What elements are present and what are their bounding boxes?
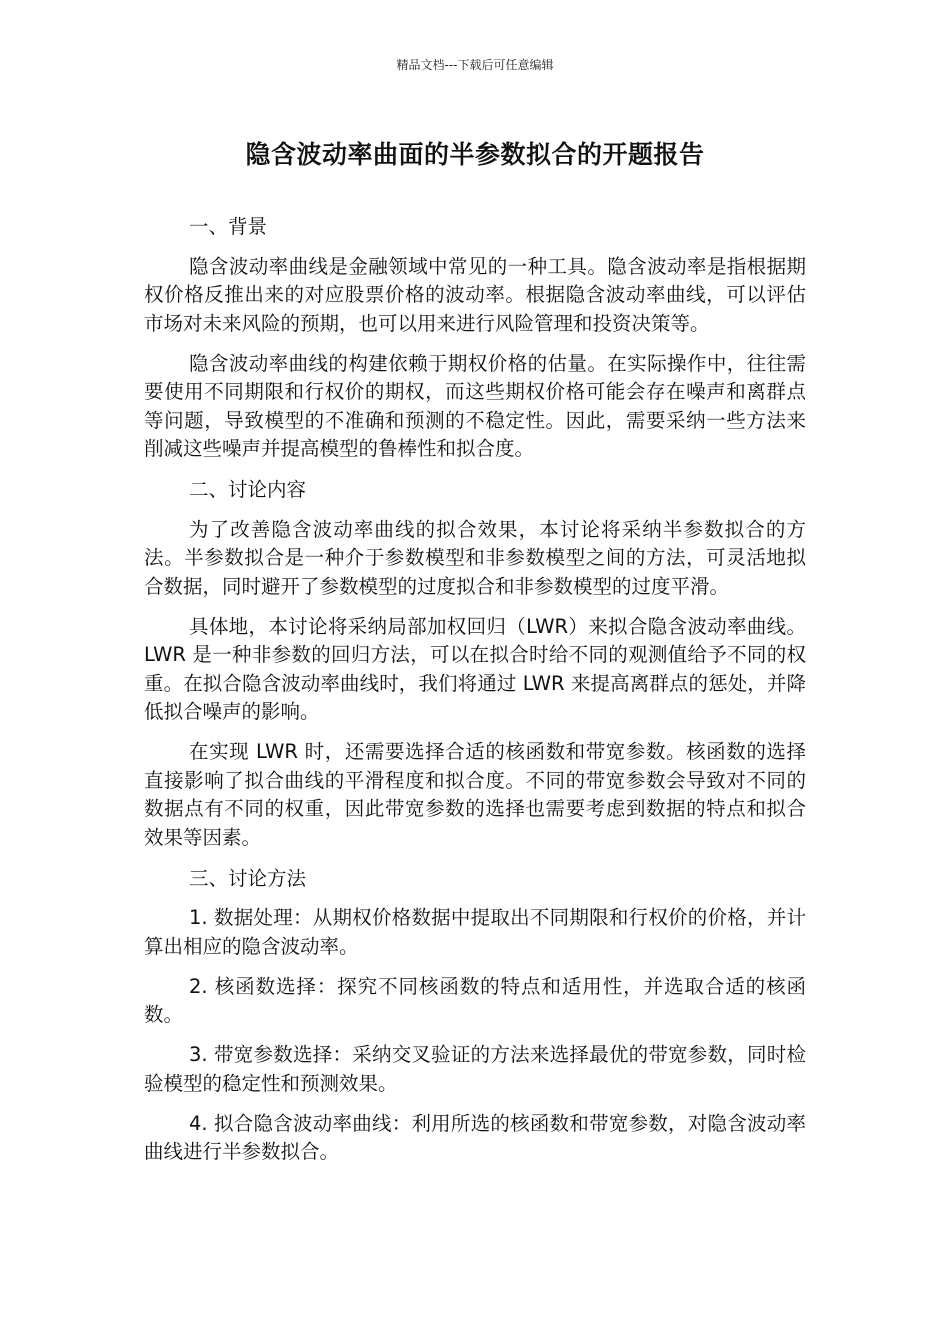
- section-heading-discussion-content: 二、讨论内容: [189, 478, 307, 501]
- list-item: 1. 数据处理：从期权价格数据中提取出不同期限和行权价的价格，并计算出相应的隐含波动率。: [144, 906, 806, 958]
- section-discussion-content: [144, 475, 806, 852]
- paragraph: 在实现 LWR 时，还需要选择合适的核函数和带宽参数。核函数的选择直接影响了拟合曲线的平滑程度和拟合度。不同的带宽参数会导致对不同的数据点有不同的权重，因此带宽参数的选择也需要考虑到数据的特点和拟合效果等因素。: [144, 740, 806, 849]
- page-header: 精品文档---下载后可任意编辑: [396, 58, 554, 72]
- section-discussion-method: [144, 864, 806, 1167]
- paragraph: 为了改善隐含波动率曲线的拟合效果，本讨论将采纳半参数拟合的方法。半参数拟合是一种介于参数模型和非参数模型之间的方法，可灵活地拟合数据，同时避开了参数模型的过度拟合和非参数模型的过度平滑。: [144, 517, 806, 598]
- list-item: 4. 拟合隐含波动率曲线：利用所选的核函数和带宽参数，对隐含波动率曲线进行半参数拟合。: [144, 1111, 806, 1163]
- document-body: [144, 212, 806, 1178]
- section-heading-background: 一、背景: [189, 215, 268, 238]
- paragraph: 具体地，本讨论将采纳局部加权回归（LWR）来拟合隐含波动率曲线。LWR 是一种非参数的回归方法，可以在拟合时给不同的观测值给予不同的权重。在拟合隐含波动率曲线时，我们将通过 LWR 来提高离群点的惩处，并降低拟合噪声的影响。: [144, 614, 806, 723]
- paragraph: 隐含波动率曲线是金融领域中常见的一种工具。隐含波动率是指根据期权价格反推出来的对应股票价格的波动率。根据隐含波动率曲线，可以评估市场对未来风险的预期，也可以用来进行风险管理和投资决策等。: [144, 254, 806, 335]
- list-item: 2. 核函数选择：探究不同核函数的特点和适用性，并选取合适的核函数。: [144, 974, 806, 1026]
- paragraph: 隐含波动率曲线的构建依赖于期权价格的估量。在实际操作中，往往需要使用不同期限和行权价的期权，而这些期权价格可能会存在噪声和离群点等问题，导致模型的不准确和预测的不稳定性。因此，需要采纳一些方法来削减这些噪声并提高模型的鲁棒性和拟合度。: [144, 351, 806, 460]
- section-background: [144, 212, 806, 464]
- list-item: 3. 带宽参数选择：采纳交叉验证的方法来选择最优的带宽参数，同时检验模型的稳定性和预测效果。: [144, 1043, 806, 1095]
- section-heading-discussion-method: 三、讨论方法: [189, 866, 307, 890]
- document-title: 隐含波动率曲面的半参数拟合的开题报告: [245, 140, 705, 169]
